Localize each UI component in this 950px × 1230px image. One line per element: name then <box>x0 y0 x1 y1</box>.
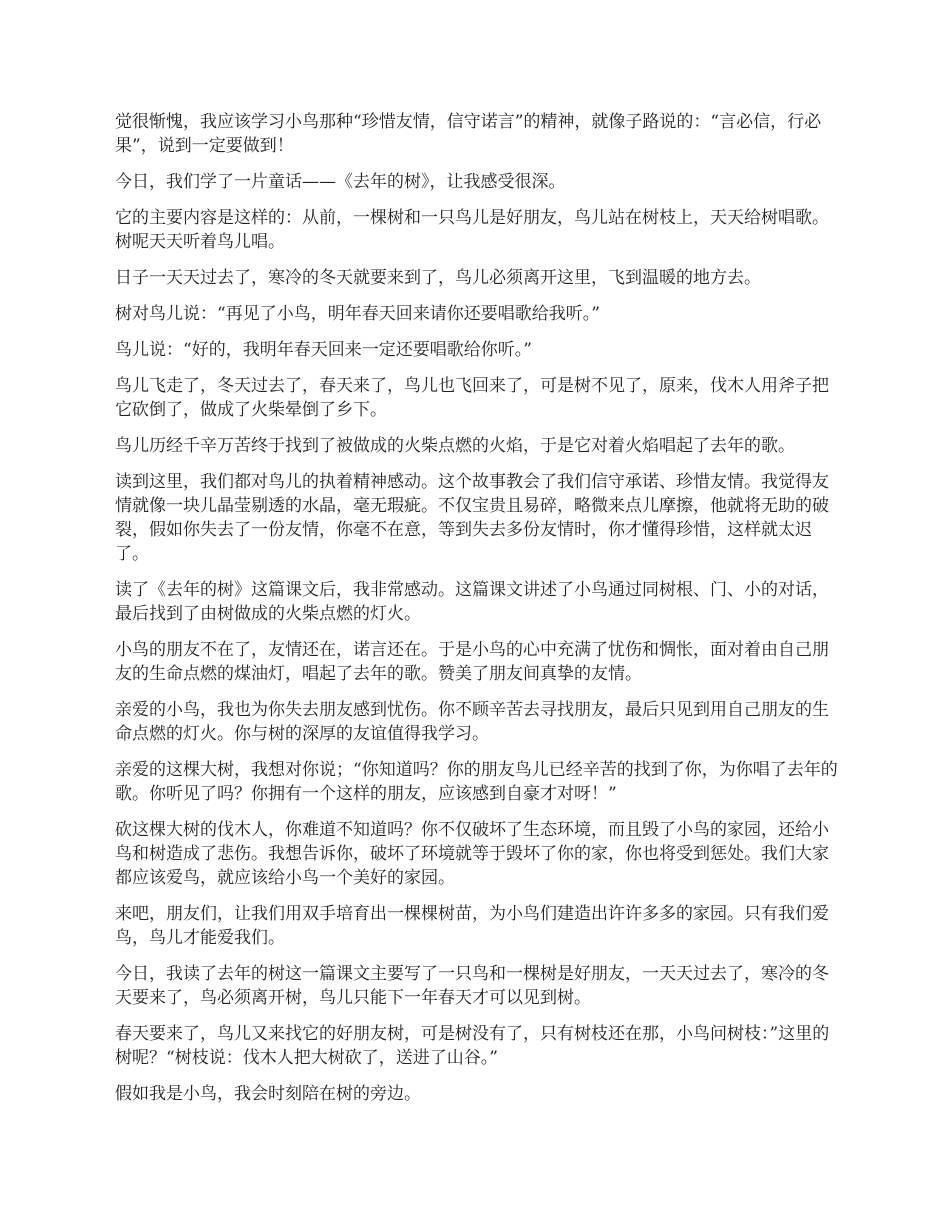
paragraph-12: 亲爱的小鸟，我也为你失去朋友感到忧伤。你不顾辛苦去寻找朋友，最后只见到用自己朋友的生命点燃的灯火。你与树的深厚的友谊值得我学习。 <box>115 700 829 744</box>
paragraph-18: 假如我是小鸟，我会时刻陪在树的旁边。 <box>115 1084 421 1104</box>
paragraph-10: 读了《去年的树》这篇课文后，我非常感动。这篇课文讲述了小鸟通过同树根、门、小的对话，最后找到了由树做成的火柴点燃的灯火。 <box>115 580 829 624</box>
paragraph-4: 日子一天天过去了，寒冷的冬天就要来到了，鸟儿必须离开这里，飞到温暖的地方去。 <box>115 268 761 288</box>
paragraph-7: 鸟儿飞走了，冬天过去了，春天来了，鸟儿也飞回来了，可是树不见了，原来，伐木人用斧子把它砍倒了，做成了火柴晕倒了乡下。 <box>115 376 829 420</box>
paragraph-1: 觉很惭愧，我应该学习小鸟那种“珍惜友情，信守诺言”的精神，就像子路说的：“言必信，行必果”，说到一定要做到！ <box>115 112 822 156</box>
paragraph-13: 亲爱的这棵大树，我想对你说；“你知道吗？你的朋友鸟儿已经辛苦的找到了你，为你唱了去年的歌。你听见了吗？你拥有一个这样的朋友，应该感到自豪才对呀！” <box>115 760 838 804</box>
paragraph-8: 鸟儿历经千辛万苦终于找到了被做成的火柴点燃的火焰，于是它对着火焰唱起了去年的歌。 <box>115 436 795 456</box>
paragraph-2: 今日，我们学了一片童话——《去年的树》，让我感受很深。 <box>115 172 566 192</box>
paragraph-3: 它的主要内容是这样的：从前，一棵树和一只鸟儿是好朋友，鸟儿站在树枝上，天天给树唱歌。树呢天天听着鸟儿唱。 <box>115 208 829 252</box>
paragraph-6: 鸟儿说：“好的，我明年春天回来一定还要唱歌给你听。” <box>115 340 532 360</box>
paragraph-15: 来吧，朋友们，让我们用双手培育出一棵棵树苗，为小鸟们建造出许许多多的家园。只有我们爱鸟，鸟儿才能爱我们。 <box>115 904 829 948</box>
paragraph-16: 今日，我读了去年的树这一篇课文主要写了一只鸟和一棵树是好朋友，一天天过去了，寒冷的冬天要来了，鸟必须离开树，鸟儿只能下一年春天才可以见到树。 <box>115 964 829 1008</box>
paragraph-17: 春天要来了，鸟儿又来找它的好朋友树，可是树没有了，只有树枝还在那，小鸟问树枝：”这里的树呢？“树枝说：伐木人把大树砍了，送进了山谷。” <box>115 1024 830 1068</box>
paragraph-11: 小鸟的朋友不在了，友情还在，诺言还在。于是小鸟的心中充满了忧伤和惆怅，面对着由自己朋友的生命点燃的煤油灯，唱起了去年的歌。赞美了朋友间真挚的友情。 <box>115 640 829 684</box>
paragraph-9: 读到这里，我们都对鸟儿的执着精神感动。这个故事教会了我们信守承诺、珍惜友情。我觉得友情就像一块儿晶莹剔透的水晶，毫无瑕疵。不仅宝贵且易碎，略微来点儿摩擦，他就将无助的破裂，假如你失去了一份友情，你毫不在意，等到失去多份友情时，你才懂得珍惜，这样就太迟了。 <box>115 472 829 564</box>
paragraph-5: 树对鸟儿说：“再见了小鸟，明年春天回来请你还要唱歌给我听。” <box>115 304 600 324</box>
paragraph-14: 砍这棵大树的伐木人，你难道不知道吗？你不仅破坏了生态环境，而且毁了小鸟的家园，还给小鸟和树造成了悲伤。我想告诉你，破坏了环境就等于毁坏了你的家，你也将受到惩处。我们大家都应该爱鸟，就应该给小鸟一个美好的家园。 <box>115 820 829 888</box>
document-body <box>115 110 845 1118</box>
